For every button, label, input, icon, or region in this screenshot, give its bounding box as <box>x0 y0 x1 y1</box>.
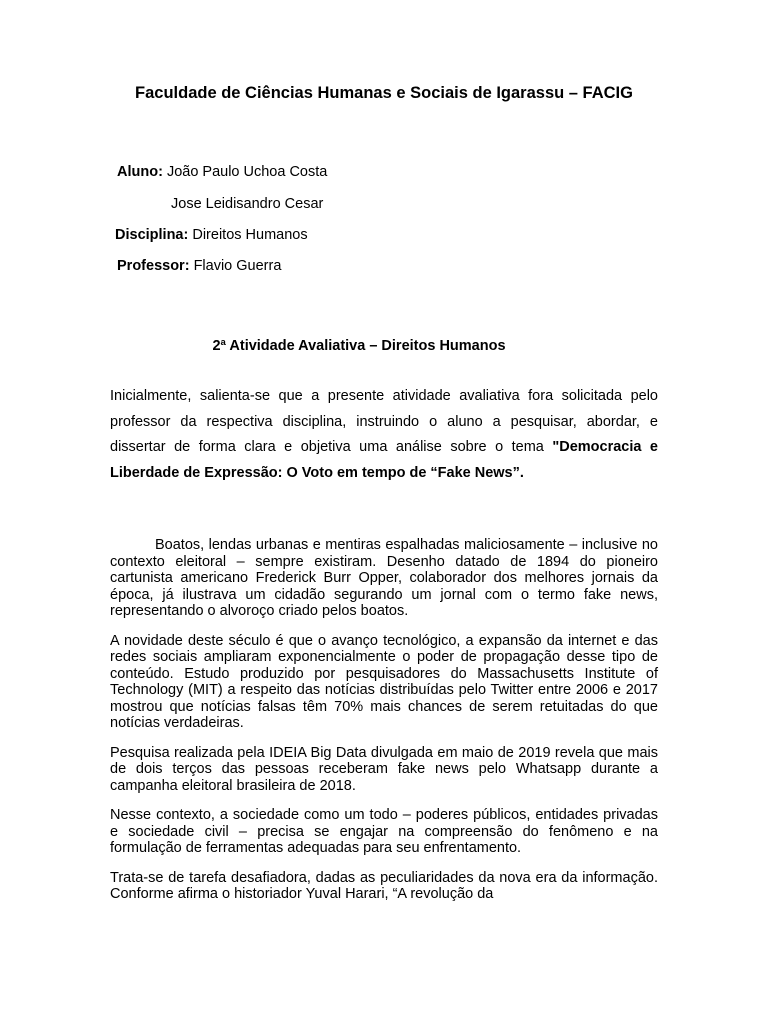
paragraph: Trata-se de tarefa desafiadora, dadas as peculiaridades da nova era da informação. Conforme afirma o historiador Yuval Harari, “A revolução da <box>110 869 658 902</box>
disciplina-label: Disciplina: <box>115 227 189 243</box>
paragraph: Pesquisa realizada pela IDEIA Big Data divulgada em maio de 2019 revela que mais de dois terços das pessoas receberam fake news pelo Whatsapp durante a campanha eleitoral brasileira de 2018. <box>110 744 658 794</box>
paragraph: A novidade deste século é que o avanço tecnológico, a expansão da internet e das redes sociais ampliaram exponencialmente o poder de propagação desse tipo de conteúdo. Estudo produzido por pesquisadores do Massachusetts Institute of Technology (MIT) a respeito das notícias distribuídas pelo Twitter entre 2006 e 2017 mostrou que notícias falsas têm 70% mais chances de serem retuitadas do que notícias verdadeiras. <box>110 632 658 731</box>
paragraph: Nesse contexto, a sociedade como um todo – poderes públicos, entidades privadas e sociedade civil – precisa se engajar na compreensão do fenômeno e na formulação de ferramentas adequadas para seu enfrentamento. <box>110 807 658 856</box>
aluno-label: Aluno: <box>117 164 163 180</box>
professor-line <box>117 258 281 274</box>
disciplina-line <box>115 227 308 243</box>
paragraph: Boatos, lendas urbanas e mentiras espalhadas maliciosamente – inclusive no contexto eleitoral – sempre existiram. Desenho datado de 1894 do pioneiro cartunista americano Frederick Burr Opper, colaborador dos melhores jornais da época, já ilustrava um cidadão segurando um jornal com o termo fake news, representando o alvoroço criado pelos boatos. <box>110 537 658 619</box>
aluno-name-1: João Paulo Uchoa Costa <box>166 164 328 180</box>
intro-topic: "Democracia e Liberdade de Expressão: O Voto em tempo de “Fake News”. <box>110 439 658 481</box>
disciplina-value: Direitos Humanos <box>192 227 308 243</box>
activity-title: 2ª Atividade Avaliativa – Direitos Humanos <box>212 338 506 354</box>
professor-value: Flavio Guerra <box>193 258 282 274</box>
professor-label: Professor: <box>117 258 190 274</box>
aluno-name-2: Jose Leidisandro Cesar <box>171 196 324 212</box>
intro-paragraph <box>110 384 658 486</box>
institution-title: Faculdade de Ciências Humanas e Sociais de Igarassu – FACIG <box>135 84 633 102</box>
intro-text: Inicialmente, salienta-se que a presente atividade avaliativa fora solicitada pelo professor da respectiva disciplina, instruindo o aluno a pesquisar, abordar, e dissertar de forma clara e objetiva uma análise sobre o tema <box>110 388 658 455</box>
body-text <box>110 537 658 916</box>
aluno-line <box>117 164 327 180</box>
aluno-name-2-line <box>171 196 323 212</box>
